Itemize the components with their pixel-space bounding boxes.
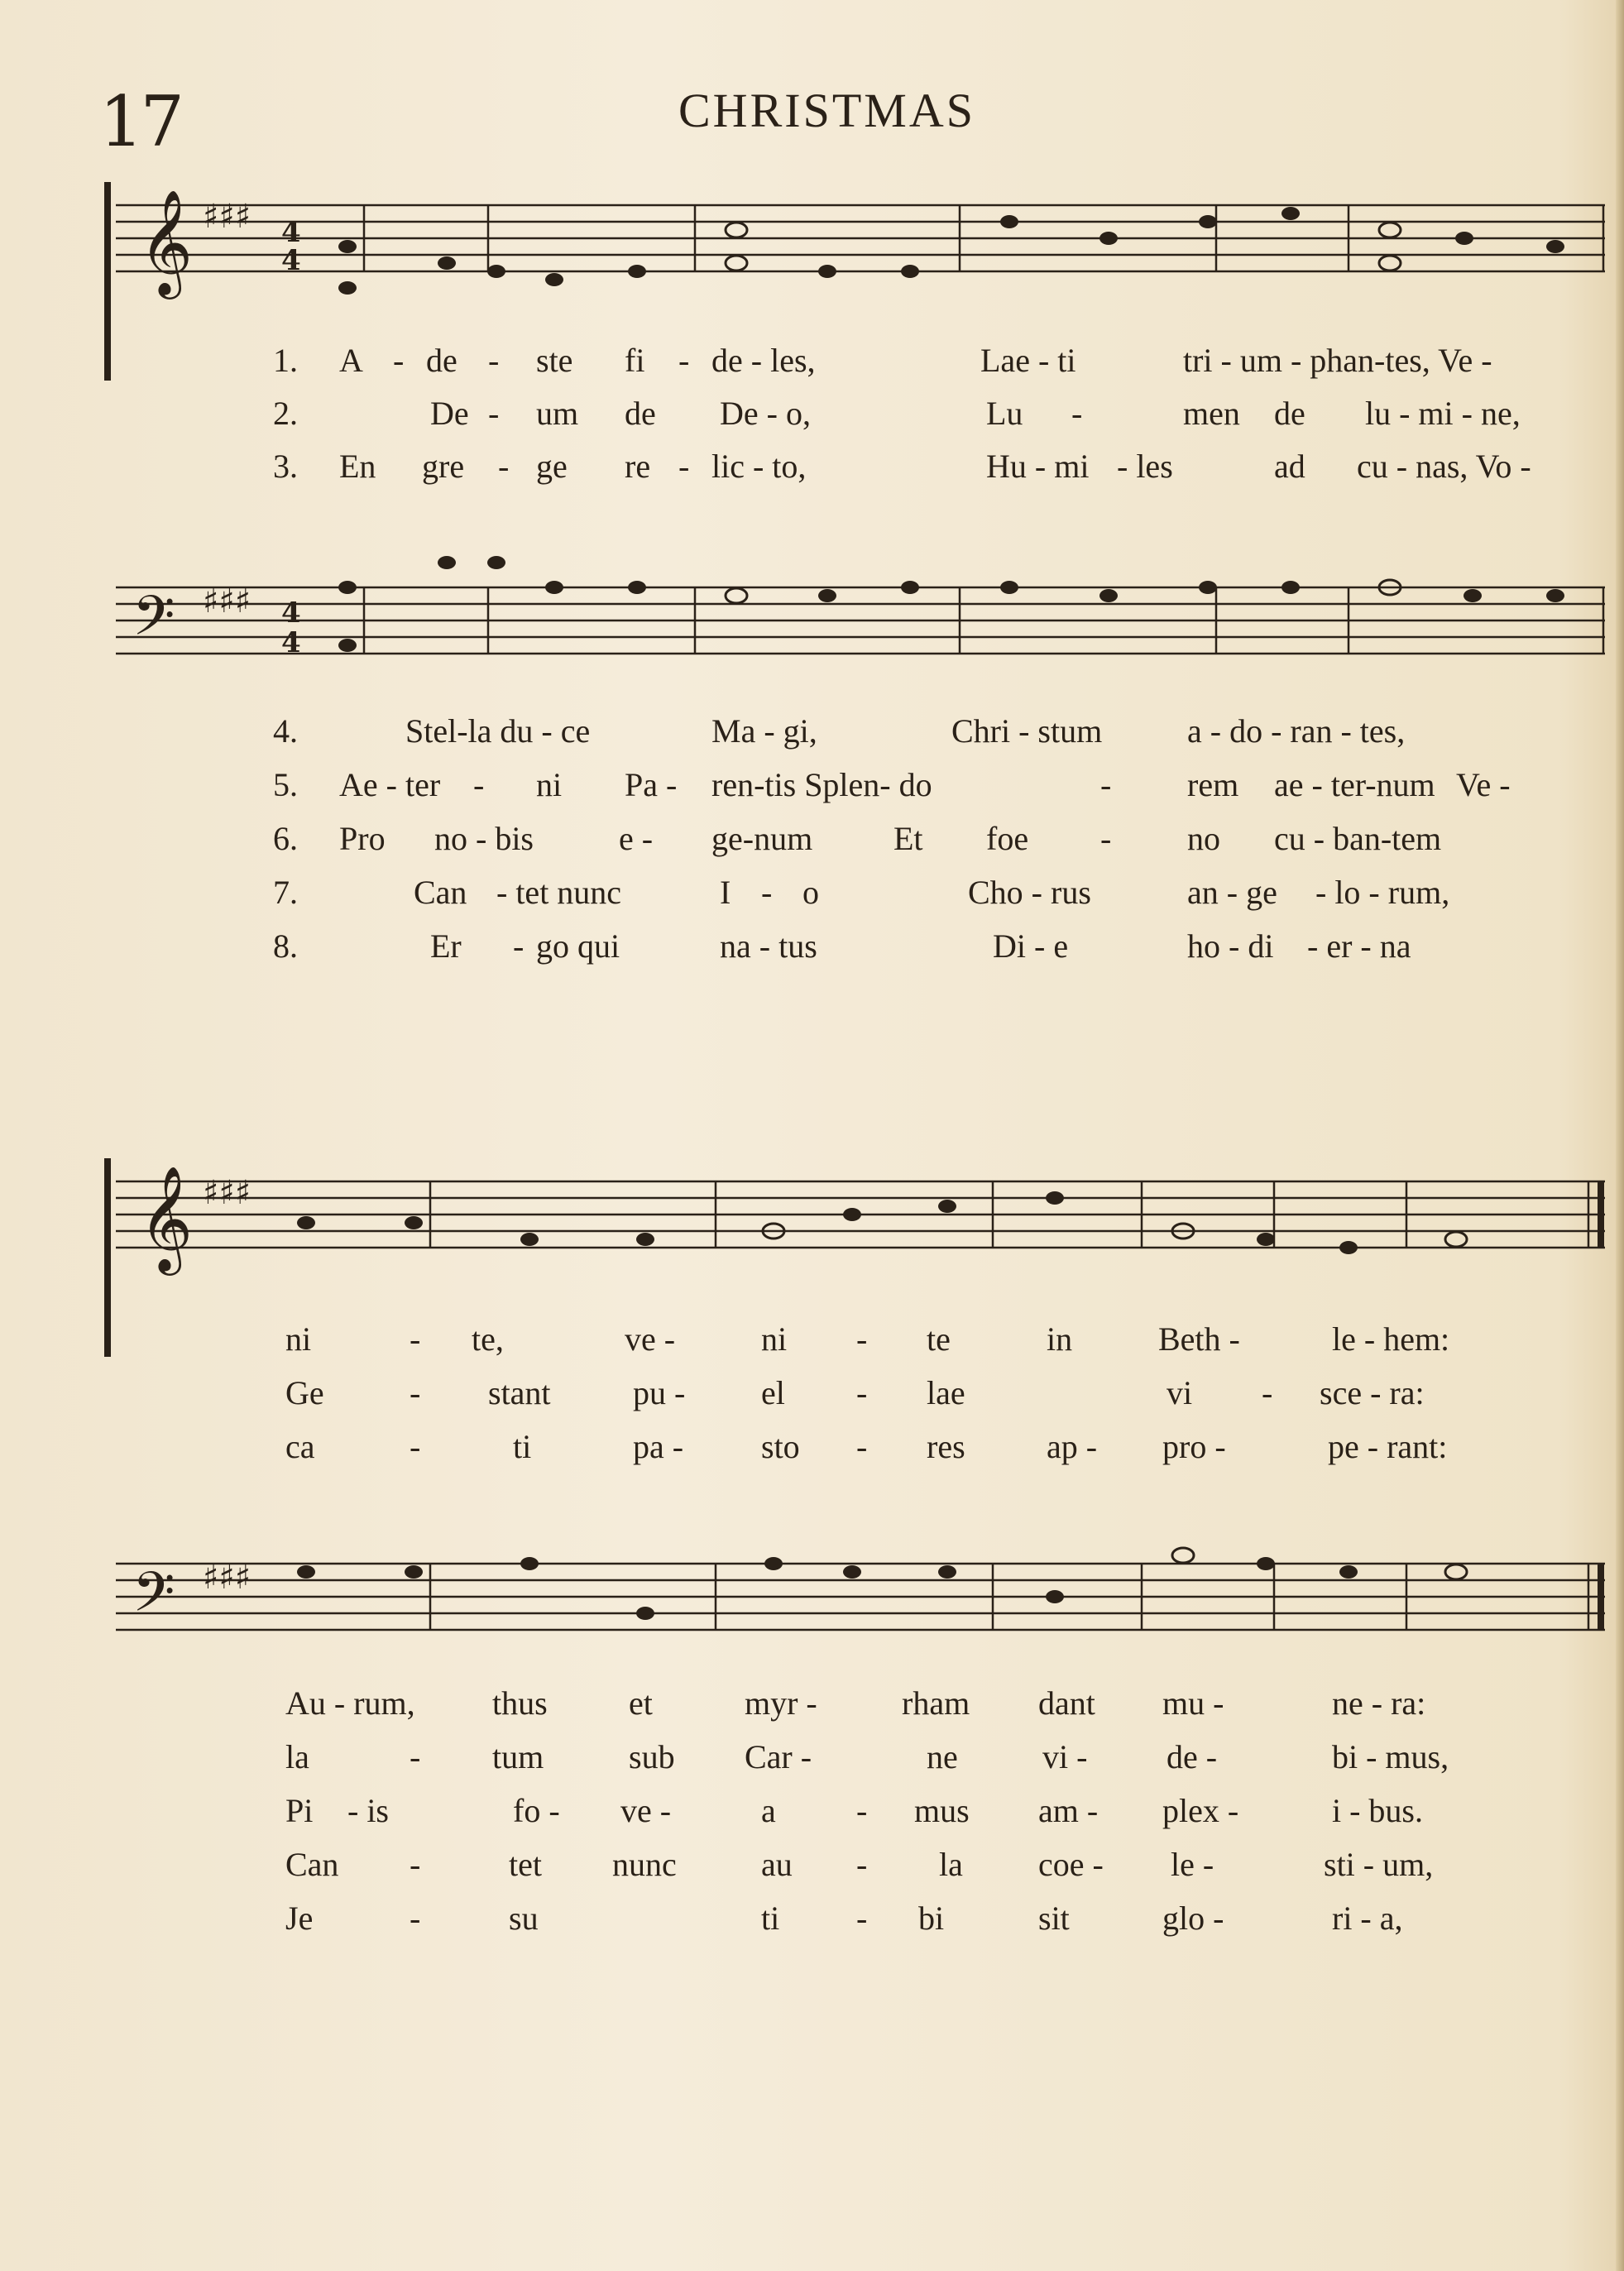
bass-notes-2 — [297, 1548, 1467, 1620]
system2-line-7: Can - tet nunc au - la coe - le - sti - um, — [285, 1846, 1434, 1883]
system1-verse-3: 3. En gre - ge re - lic - to, Hu - mi - les ad cu - nas, Vo - — [273, 448, 1531, 485]
bass-clef-icon: 𝄢 — [132, 1560, 175, 1637]
treble-clef-icon: 𝄞 — [139, 1165, 194, 1271]
system2-line-1: ni - te, ve - ni - te in Beth - le - hem: — [285, 1320, 1450, 1358]
system1-bass-staff — [0, 529, 1624, 695]
system1-verse-8: 8. Er - go qui na - tus Di - e ho - di - er - na — [273, 927, 1411, 965]
treble-notes-1 — [338, 207, 1564, 295]
sharp-icon: ♯♯♯ — [203, 198, 252, 236]
sharp-icon: ♯♯♯ — [203, 582, 252, 620]
svg-text:4: 4 — [281, 596, 301, 630]
system1-verse-7: 7. Can - tet nunc I - o Cho - rus an - ge - lo - rum, — [273, 874, 1450, 911]
svg-text:4: 4 — [281, 244, 301, 277]
system2-line-8: Je - su ti - bi sit glo - ri - a, — [285, 1900, 1403, 1937]
system1-verse-1: 1. A - de - ste fi - de - les, Lae - ti tri - um - phan-tes, Ve - — [273, 342, 1492, 379]
system1-verse-6: 6. Pro no - bis e - ge-num Et foe - no cu - ban-tem — [273, 820, 1442, 857]
system2-line-5: la - tum sub Car - ne vi - de - bi - mus, — [285, 1738, 1449, 1775]
bass-clef-icon: 𝄢 — [132, 584, 175, 661]
system2-line-2: Ge - stant pu - el - lae vi - sce - ra: — [285, 1374, 1425, 1411]
page-title: CHRISTMAS — [678, 84, 975, 137]
sharp-icon: ♯♯♯ — [203, 1559, 252, 1597]
system2-line-4: Au - rum, thus et myr - rham dant mu - ne - ra: — [285, 1684, 1426, 1722]
system1-verse-5: 5. Ae - ter - ni Pa - ren-tis Splen- do - rem ae - ter-num Ve - — [273, 766, 1511, 803]
treble-clef-icon: 𝄞 — [139, 189, 194, 295]
svg-text:4: 4 — [281, 626, 301, 659]
system1-verse-2: 2. De - um de De - o, Lu - men de lu - mi - ne, — [273, 395, 1521, 432]
svg-text:4: 4 — [281, 216, 301, 249]
system2-bass-staff — [0, 1506, 1624, 1671]
page-number: 17 — [99, 81, 181, 162]
system2-line-6: Pi - is fo - ve - a - mus am - plex - i - bus. — [285, 1792, 1423, 1829]
sharp-icon: ♯♯♯ — [203, 1174, 252, 1212]
treble-notes-2 — [297, 1191, 1467, 1254]
system1-verse-4: 4. Stel-la du - ce Ma - gi, Chri - stum a - do - ran - tes, — [273, 712, 1406, 750]
system2-line-3: ca - ti pa - sto - res ap - pro - pe - rant: — [285, 1428, 1448, 1465]
